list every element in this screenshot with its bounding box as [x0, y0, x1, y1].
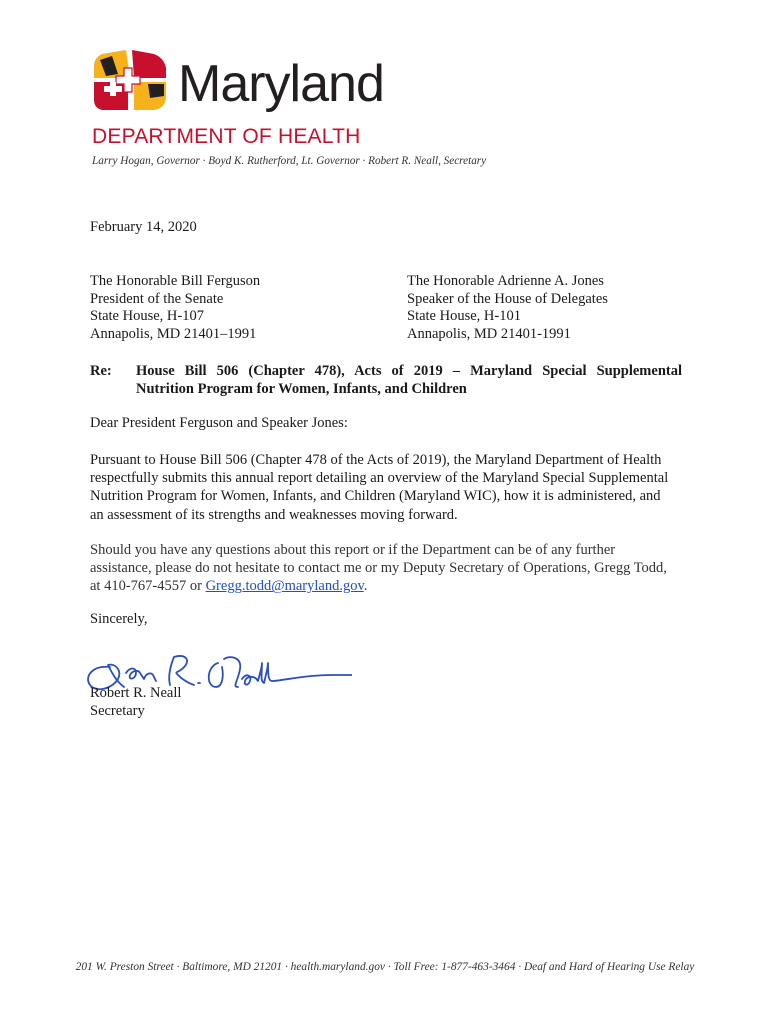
paragraph-text: Should you have any questions about this report or if the Department can be of any further assistance, please do not hesitate to contact me or my Deputy Secretary of Operations, Gregg Todd, at 410-767-4557 or	[90, 542, 667, 595]
address-line: Speaker of the House of Delegates	[407, 290, 608, 307]
maryland-logo	[92, 48, 432, 114]
recipient-address-house	[407, 273, 608, 343]
officials-line: Larry Hogan, Governor · Boyd K. Rutherford, Lt. Governor · Robert R. Neall, Secretary	[92, 155, 487, 167]
closing: Sincerely,	[90, 611, 148, 627]
email-link[interactable]: Gregg.todd@maryland.gov	[205, 578, 364, 595]
re-subject-line-1: House Bill 506 (Chapter 478), Acts of 2019 – Maryland Special Supplemental	[136, 363, 682, 379]
address-line: Annapolis, MD 21401-1991	[407, 325, 571, 342]
salutation: Dear President Ferguson and Speaker Jones:	[90, 415, 348, 431]
body-paragraph-1: Pursuant to House Bill 506 (Chapter 478 of the Acts of 2019), the Maryland Department of Health respectfully submits this annual report detailing an overview of the Maryland Special Supplemental Nutrition Program for Women, Infants, and Children (Maryland WIC), how it is administered, and an assessment of its strengths and weaknesses moving forward.	[90, 452, 669, 523]
re-subject-line-2: Nutrition Program for Women, Infants, and Children	[136, 380, 467, 397]
address-line: President of the Senate	[90, 290, 224, 307]
address-line: The Honorable Bill Ferguson	[90, 273, 261, 289]
recipient-address-senate	[90, 273, 260, 343]
department-name: DEPARTMENT OF HEALTH	[92, 125, 361, 148]
address-line: The Honorable Adrienne A. Jones	[407, 273, 604, 289]
signer-title: Secretary	[90, 703, 145, 719]
letter-date: February 14, 2020	[90, 219, 197, 235]
maryland-flag-emblem-icon	[92, 48, 178, 114]
signer-name: Robert R. Neall	[90, 685, 182, 701]
logo-wordmark: Maryland	[178, 55, 384, 113]
re-subject	[136, 363, 682, 398]
signer-block	[90, 684, 181, 720]
re-label: Re:	[90, 363, 112, 379]
address-line: State House, H-107	[90, 308, 204, 325]
address-line: Annapolis, MD 21401–1991	[90, 325, 257, 342]
footer-address: 201 W. Preston Street · Baltimore, MD 21201 · health.maryland.gov · Toll Free: 1-877-463-3464 · Deaf and Hard of Hearing Use Relay	[75, 961, 695, 973]
address-line: State House, H-101	[407, 308, 521, 325]
body-paragraph-2	[90, 541, 670, 596]
paragraph-end: .	[363, 578, 368, 595]
